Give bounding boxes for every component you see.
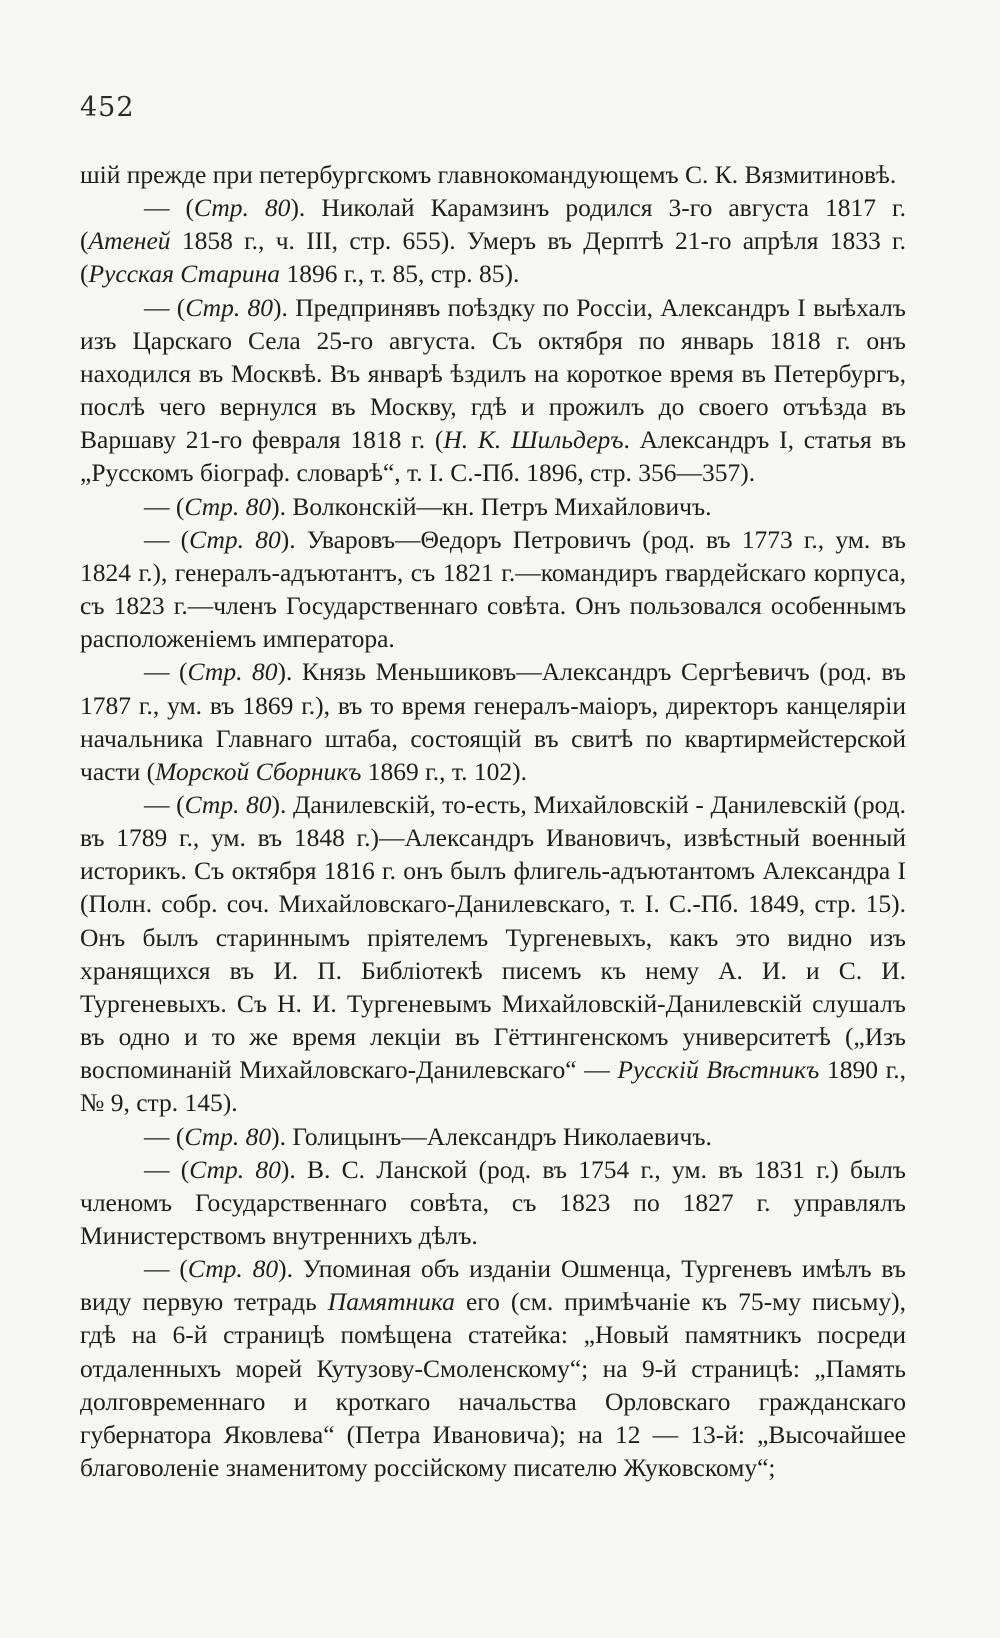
italic-run: Стр. 80	[189, 524, 281, 554]
text-run: 1858 г., ч. III, стр. 655). Умеръ въ Дерптѣ 21-го апрѣля 1833 г. (	[80, 226, 906, 289]
text-run: ). Николай Карамзинъ родился 3-го августа 1817 г. (	[80, 193, 906, 256]
text-run: — (	[144, 193, 195, 223]
italic-run: Памятника	[327, 1287, 455, 1317]
note-paragraph-5	[80, 523, 906, 656]
text-run: 1869 г., т. 102).	[361, 756, 527, 786]
italic-run: Стр. 80	[184, 1121, 272, 1151]
text-run: — (	[144, 524, 190, 554]
note-paragraph-3	[80, 291, 906, 490]
text-run: — (	[144, 1121, 185, 1151]
italic-run: Стр. 80	[184, 789, 272, 819]
text-run: — (	[144, 292, 186, 322]
text-run: ). Данилевскій, то-есть, Михайловскій - Данилевскій (род. въ 1789 г., ум. въ 1848 г.)—Александръ Ивановичъ, извѣстный военный историкъ. Съ октября 1816 г. онъ былъ флигель-адъютантомъ Александра I (Полн. собр. соч. Михайловскаго-Данилевскаго, т. I. С.-Пб. 1849, стр. 15). Онъ былъ стариннымъ пріятелемъ Тургеневыхъ, какъ это видно изъ хранящихся въ И. П. Библіотекѣ писемъ къ нему А. И. и С. И. Тургеневыхъ. Съ Н. И. Тургеневымъ Михайловскій-Данилевскій слушалъ въ одно и то же время лекціи въ Гёттингенскомъ университетѣ („Изъ воспоминаній Михайловскаго-Данилевскаго“ —	[80, 789, 906, 1085]
italic-run: Н. К. Шильдеръ	[443, 425, 624, 455]
text-run: ). Упоминая объ изданіи Ошменца, Тургеневъ имѣлъ въ виду первую тетрадь	[80, 1254, 906, 1317]
italic-run: Русская Старина	[88, 259, 281, 289]
text-run: ). Князь Меньшиковъ—Александръ Сергѣевичъ (род. въ 1787 г., ум. въ 1869 г.), въ то время генералъ-маіоръ, директоръ канцеляріи начальника Главнаго штаба, состоящій въ свитѣ по квартирмейстерской части (	[80, 657, 906, 786]
text-run: . Александръ I, статья въ „Русскомъ біограф. словарѣ“, т. I. С.-Пб. 1896, стр. 356—357).	[80, 425, 907, 488]
text-run: ). Предпринявъ поѣздку по Россіи, Александръ I выѣхалъ изъ Царскаго Села 25-го августа. Съ октября по январь 1818 г. онъ находился въ Москвѣ. Въ январѣ ѣздилъ на короткое время въ Петербургъ, послѣ чего вернулся въ Москву, гдѣ и прожилъ до своего отъѣзда въ Варшаву 21-го февраля 1818 г. (	[80, 292, 906, 455]
text-run: 1896 г., т. 85, стр. 85).	[280, 259, 520, 289]
text-run: ). Голицынъ—Александръ Николаевичъ.	[271, 1121, 712, 1151]
text-run: шій прежде при петербургскомъ главнокомандующемъ С. К. Вязмитиновѣ.	[80, 160, 897, 189]
text-run: 1890 г., № 9, стр. 145).	[80, 1055, 906, 1118]
text-run: ). Уваровъ—Θедоръ Петровичъ (род. въ 1773 г., ум. въ 1824 г.), генералъ-адъютантъ, съ 1821 г.—командиръ гвардейскаго корпуса, съ 1823 г.—членъ Государственнаго совѣта. Онъ пользовался особеннымъ расположеніемъ императора.	[80, 524, 906, 654]
page-number: 452	[80, 92, 135, 123]
text-run: — (	[144, 789, 185, 819]
note-paragraph-8	[80, 1120, 906, 1153]
italic-run: Русскій Вѣстникъ	[617, 1055, 820, 1085]
note-paragraph-4	[80, 490, 906, 523]
italic-run: Атеней	[88, 226, 171, 256]
note-paragraph-6	[80, 655, 906, 788]
text-run: — (	[144, 657, 188, 687]
note-paragraph-1	[80, 158, 906, 191]
note-paragraph-2	[80, 191, 906, 290]
note-paragraph-10	[80, 1252, 906, 1484]
text-run: — (	[144, 1254, 188, 1284]
notes-text-block	[80, 158, 906, 1484]
italic-run: Стр. 80	[194, 193, 291, 223]
italic-run: Стр. 80	[184, 491, 272, 521]
italic-run: Морской Сборникъ	[155, 756, 362, 786]
text-run: ). Волконскій—кн. Петръ Михайловичъ.	[271, 491, 712, 521]
italic-run: Стр. 80	[189, 1154, 281, 1184]
italic-run: Стр. 80	[187, 1254, 279, 1284]
italic-run: Стр. 80	[185, 292, 274, 322]
italic-run: Стр. 80	[187, 657, 278, 687]
note-paragraph-9	[80, 1153, 906, 1252]
text-run: — (	[144, 491, 185, 521]
note-paragraph-7	[80, 788, 906, 1120]
text-run: — (	[144, 1154, 190, 1184]
text-run: ). В. С. Ланской (род. въ 1754 г., ум. въ 1831 г.) былъ членомъ Государственнаго совѣта, съ 1823 по 1827 г. управлялъ Министерствомъ внутреннихъ дѣлъ.	[80, 1154, 906, 1250]
text-run: его (см. примѣчаніе къ 75-му письму), гдѣ на 6-й страницѣ помѣщена статейка: „Новый памятникъ посреди отдаленныхъ морей Кутузову-Смоленскому“; на 9-й страницѣ: „Память долговременнаго и кроткаго начальства Орловскаго гражданскаго губернатора Яковлева“ (Петра Ивановича); на 12 — 13-й: „Высочайшее благоволеніе знаменитому россійскому писателю Жуковскому“;	[80, 1287, 906, 1483]
